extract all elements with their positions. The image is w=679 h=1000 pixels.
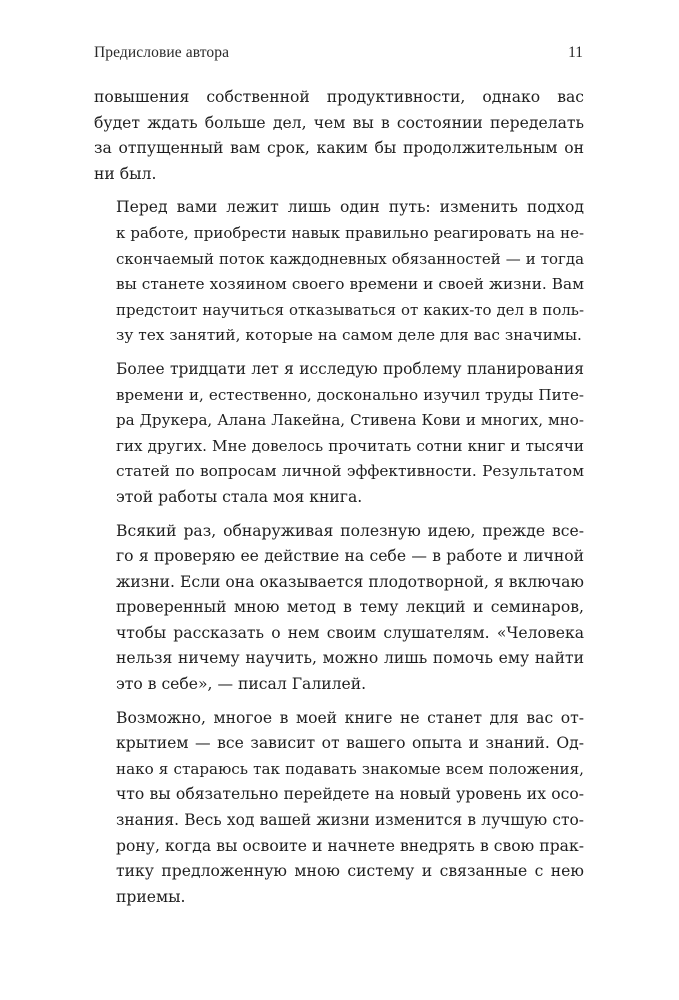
text-line: гих других. Мне довелось прочитать сотни книг и тысячи bbox=[116, 436, 584, 455]
text-line: этой работы стала моя книга. bbox=[116, 487, 363, 506]
text-line: нельзя ничему научить, можно лишь помочь ему найти bbox=[116, 649, 584, 668]
text-line: скончаемый поток каждодневных обязанностей — и тогда bbox=[116, 249, 584, 268]
text-line: ра Друкера, Алана Лакейна, Стивена Кови и многих, мно- bbox=[116, 411, 584, 430]
text-line: чтобы рассказать о нем своим слушателям. «Человека bbox=[116, 623, 584, 642]
text-line: Перед вами лежит лишь один путь: изменить подход bbox=[116, 198, 584, 217]
text-line: тику предложенную мною систему и связанные с нею bbox=[116, 862, 584, 881]
page-number: 11 bbox=[568, 44, 583, 61]
text-line: за отпущенный вам срок, каким бы продолжительным он bbox=[94, 139, 584, 158]
text-line: что вы обязательно перейдете на новый уровень их осо- bbox=[116, 785, 584, 804]
text-line: жизни. Если она оказывается плодотворной, я включаю bbox=[116, 572, 584, 591]
text-line: зу тех занятий, которые на самом деле для вас значимы. bbox=[116, 326, 582, 345]
paragraph bbox=[94, 195, 584, 349]
text-line: приемы. bbox=[116, 887, 186, 906]
text-line: го я проверяю ее действие на себе — в работе и личной bbox=[116, 547, 584, 566]
text-line: знания. Весь ход вашей жизни изменится в лучшую сто- bbox=[116, 811, 584, 830]
chapter-title: Предисловие автора bbox=[94, 44, 230, 61]
paragraph bbox=[94, 85, 584, 187]
paragraph bbox=[94, 357, 584, 511]
paragraph bbox=[94, 519, 584, 698]
text-line: статей по вопросам личной эффективности. Результатом bbox=[116, 462, 584, 481]
text-line: Всякий раз, обнаруживая полезную идею, прежде все- bbox=[116, 521, 584, 540]
body-text bbox=[94, 85, 584, 918]
text-line: к работе, приобрести навык правильно реагировать на не- bbox=[116, 223, 584, 242]
text-line: повышения собственной продуктивности, однако вас bbox=[94, 88, 584, 106]
text-line: времени и, естественно, досконально изучил труды Пите- bbox=[116, 385, 584, 404]
text-line: Возможно, многое в моей книге не станет для вас от- bbox=[116, 708, 584, 727]
text-line: нако я стараюсь так подавать знакомые всем положения, bbox=[116, 759, 584, 778]
text-line: это в себе», — писал Галилей. bbox=[116, 675, 367, 694]
running-header bbox=[94, 44, 583, 68]
paragraph bbox=[94, 706, 584, 911]
text-line: вы станете хозяином своего времени и своей жизни. Вам bbox=[116, 275, 584, 294]
text-line: проверенный мною метод в тему лекций и семинаров, bbox=[116, 598, 584, 617]
text-line: Более тридцати лет я исследую проблему планирования bbox=[116, 359, 584, 378]
text-line: предстоит научиться отказываться от каких-то дел в поль- bbox=[116, 300, 584, 319]
text-line: крытием — все зависит от вашего опыта и знаний. Од- bbox=[116, 734, 584, 753]
text-line: рону, когда вы освоите и начнете внедрять в свою прак- bbox=[116, 836, 584, 855]
text-line: будет ждать больше дел, чем вы в состоянии переделать bbox=[94, 113, 584, 132]
text-line: ни был. bbox=[94, 164, 157, 183]
